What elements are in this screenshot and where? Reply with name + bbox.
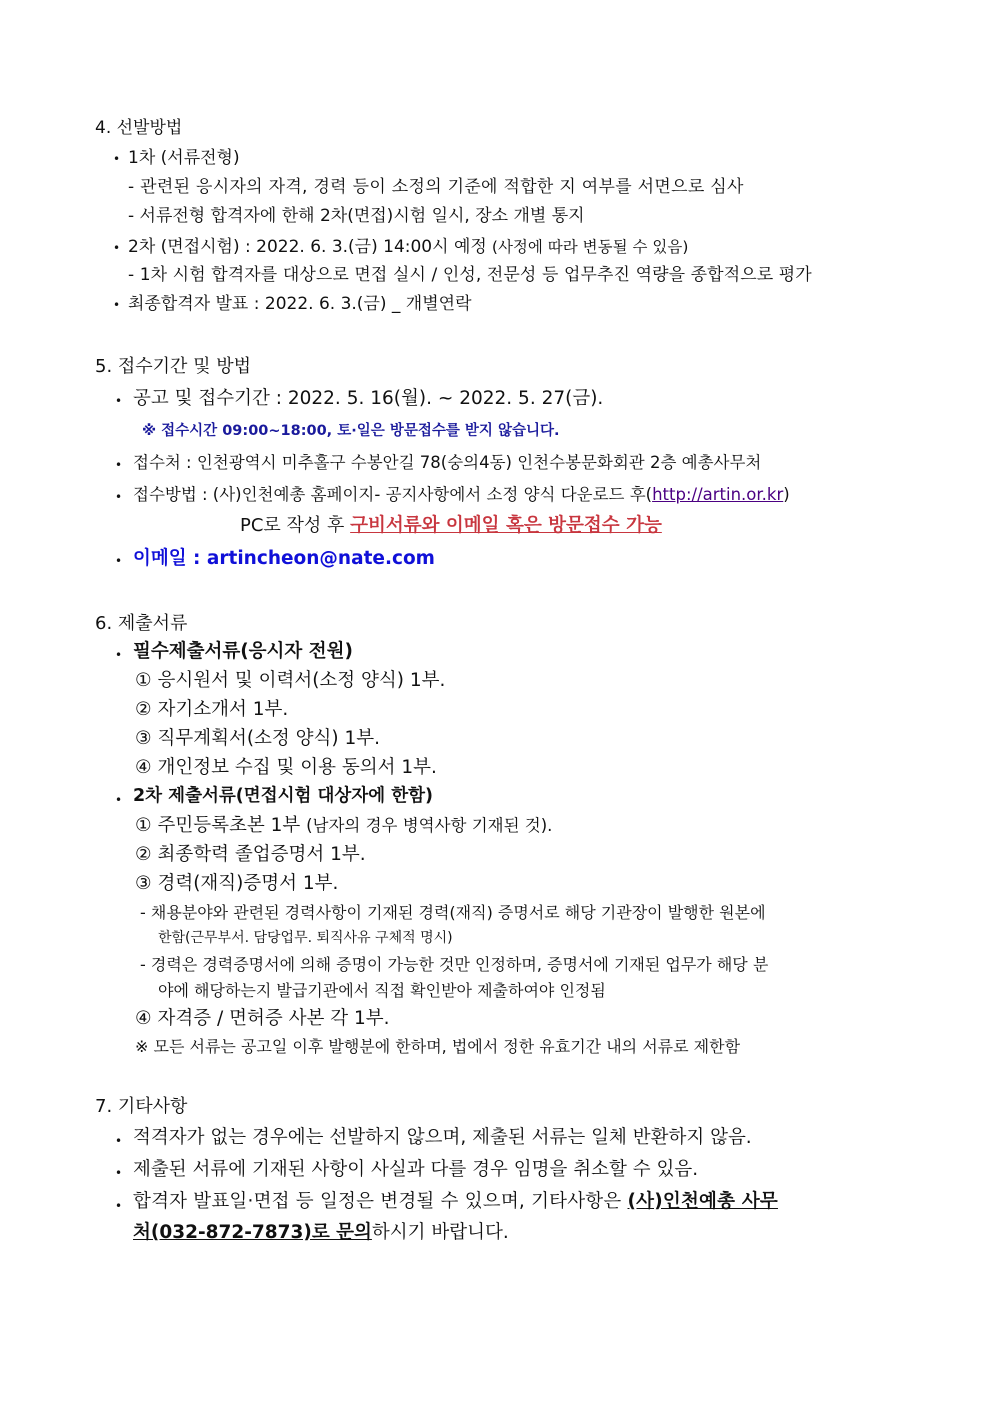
required-doc-2: ② 자기소개서 1부. <box>135 699 289 720</box>
contact-bold-2: 처(032-872-7873)로 문의 <box>133 1222 372 1243</box>
bullet: • <box>115 1134 123 1148</box>
second-doc-1 <box>135 815 552 837</box>
reception-place: 접수처 : 인천광역시 미추홀구 수봉안길 78(숭의4동) 인천수봉문화회관 2층 예총사무처 <box>133 453 762 472</box>
misc-item-3-suffix: 하시기 바랍니다. <box>371 1222 509 1243</box>
round2-detail: - 1차 시험 합격자를 대상으로 면접 실시 / 인성, 전문성 등 업무추진 역량을 종합적으로 평가 <box>128 265 812 285</box>
reception-method <box>133 485 790 505</box>
second-doc-1-note: (남자의 경우 병역사항 기재된 것). <box>306 816 553 835</box>
bullet: • <box>113 152 121 166</box>
required-doc-1: ① 응시원서 및 이력서(소정 양식) 1부. <box>135 670 446 691</box>
method-prefix: 접수방법 : (사)인천예총 홈페이지- 공지사항에서 소정 양식 다운로드 후( <box>133 485 653 504</box>
method2-highlight: 구비서류와 이메일 혹은 방문접수 가능 <box>350 515 662 536</box>
documents-note: ※ 모든 서류는 공고일 이후 발행분에 한하며, 법에서 정한 유효기간 내의 서류로 제한함 <box>135 1037 741 1056</box>
round2-main: 2차 (면접시험) : 2022. 6. 3.(금) 14:00시 예정 <box>128 237 487 257</box>
second-docs-title: 2차 제출서류(면접시험 대상자에 한함) <box>133 786 434 806</box>
section-5-heading: 5. 접수기간 및 방법 <box>95 356 252 377</box>
round1-detail-2: - 서류전형 합격자에 한해 2차(면접)시험 일시, 장소 개별 통지 <box>128 206 585 226</box>
second-doc-3: ③ 경력(재직)증명서 1부. <box>135 873 339 894</box>
round1-title: 1차 (서류전형) <box>128 148 240 168</box>
bullet: • <box>113 298 121 312</box>
second-doc-3-detail-2a: - 경력은 경력증명서에 의해 증명이 가능한 것만 인정하며, 증명서에 기재된 업무가 해당 분 <box>140 955 769 974</box>
second-doc-3-detail-2b: 야에 해당하는지 발급기관에서 직접 확인받아 제출하여야 인정됨 <box>158 981 606 1000</box>
bullet: • <box>115 458 123 472</box>
final-announcement: 최종합격자 발표 : 2022. 6. 3.(금) _ 개별연락 <box>128 294 472 314</box>
bullet: • <box>115 793 123 807</box>
reception-method-2 <box>240 515 662 537</box>
bullet: • <box>115 1166 123 1180</box>
second-doc-2: ② 최종학력 졸업증명서 1부. <box>135 844 366 865</box>
second-doc-3-detail-1b: 한함(근무부서. 담당업무. 퇴직사유 구체적 명시) <box>158 930 453 946</box>
contact-bold-1: (사)인천예총 사무 <box>627 1191 778 1212</box>
bullet: • <box>113 241 121 255</box>
second-doc-4: ④ 자격증 / 면허증 사본 각 1부. <box>135 1008 390 1029</box>
bullet: • <box>115 490 123 504</box>
round2-line <box>128 237 688 257</box>
method2-prefix: PC로 작성 후 <box>240 515 351 536</box>
required-doc-4: ④ 개인정보 수집 및 이용 동의서 1부. <box>135 757 437 778</box>
section-4-heading: 4. 선발방법 <box>95 118 183 138</box>
misc-item-1: 적격자가 없는 경우에는 선발하지 않으며, 제출된 서류는 일체 반환하지 않음. <box>133 1127 752 1148</box>
misc-item-2: 제출된 서류에 기재된 사항이 사실과 다를 경우 임명을 취소할 수 있음. <box>133 1159 699 1180</box>
bullet: • <box>115 394 123 408</box>
reception-time-notice: ※ 접수시간 09:00~18:00, 토·일은 방문접수를 받지 않습니다. <box>142 423 560 439</box>
bullet: • <box>115 554 123 568</box>
misc-item-3-prefix: 합격자 발표일·면접 등 일정은 변경될 수 있으며, 기타사항은 <box>133 1191 628 1212</box>
method-suffix: ) <box>783 485 790 504</box>
section-6-heading: 6. 제출서류 <box>95 613 188 634</box>
email-line[interactable]: 이메일 : artincheon@nate.com <box>133 548 435 569</box>
second-doc-3-detail-1a: - 채용분야와 관련된 경력사항이 기재된 경력(재직) 증명서로 해당 기관장이 발행한 원본에 <box>140 903 766 922</box>
round2-note: (사정에 따라 변동될 수 있음) <box>491 238 689 256</box>
section-7-heading: 7. 기타사항 <box>95 1096 188 1117</box>
second-doc-1-main: ① 주민등록초본 1부 <box>135 815 307 836</box>
bullet: • <box>115 1199 123 1213</box>
misc-item-3 <box>133 1191 778 1213</box>
reception-period: 공고 및 접수기간 : 2022. 5. 16(월). ~ 2022. 5. 27(금). <box>133 388 604 409</box>
round1-detail-1: - 관련된 응시자의 자격, 경력 등이 소정의 기준에 적합한 지 여부를 서면으로 심사 <box>128 177 744 197</box>
required-docs-title: 필수제출서류(응시자 전원) <box>133 641 353 662</box>
homepage-link[interactable]: http://artin.or.kr <box>652 485 784 504</box>
bullet: • <box>115 648 123 662</box>
required-doc-3: ③ 직무계획서(소정 양식) 1부. <box>135 728 381 749</box>
misc-item-3-cont <box>133 1222 509 1244</box>
